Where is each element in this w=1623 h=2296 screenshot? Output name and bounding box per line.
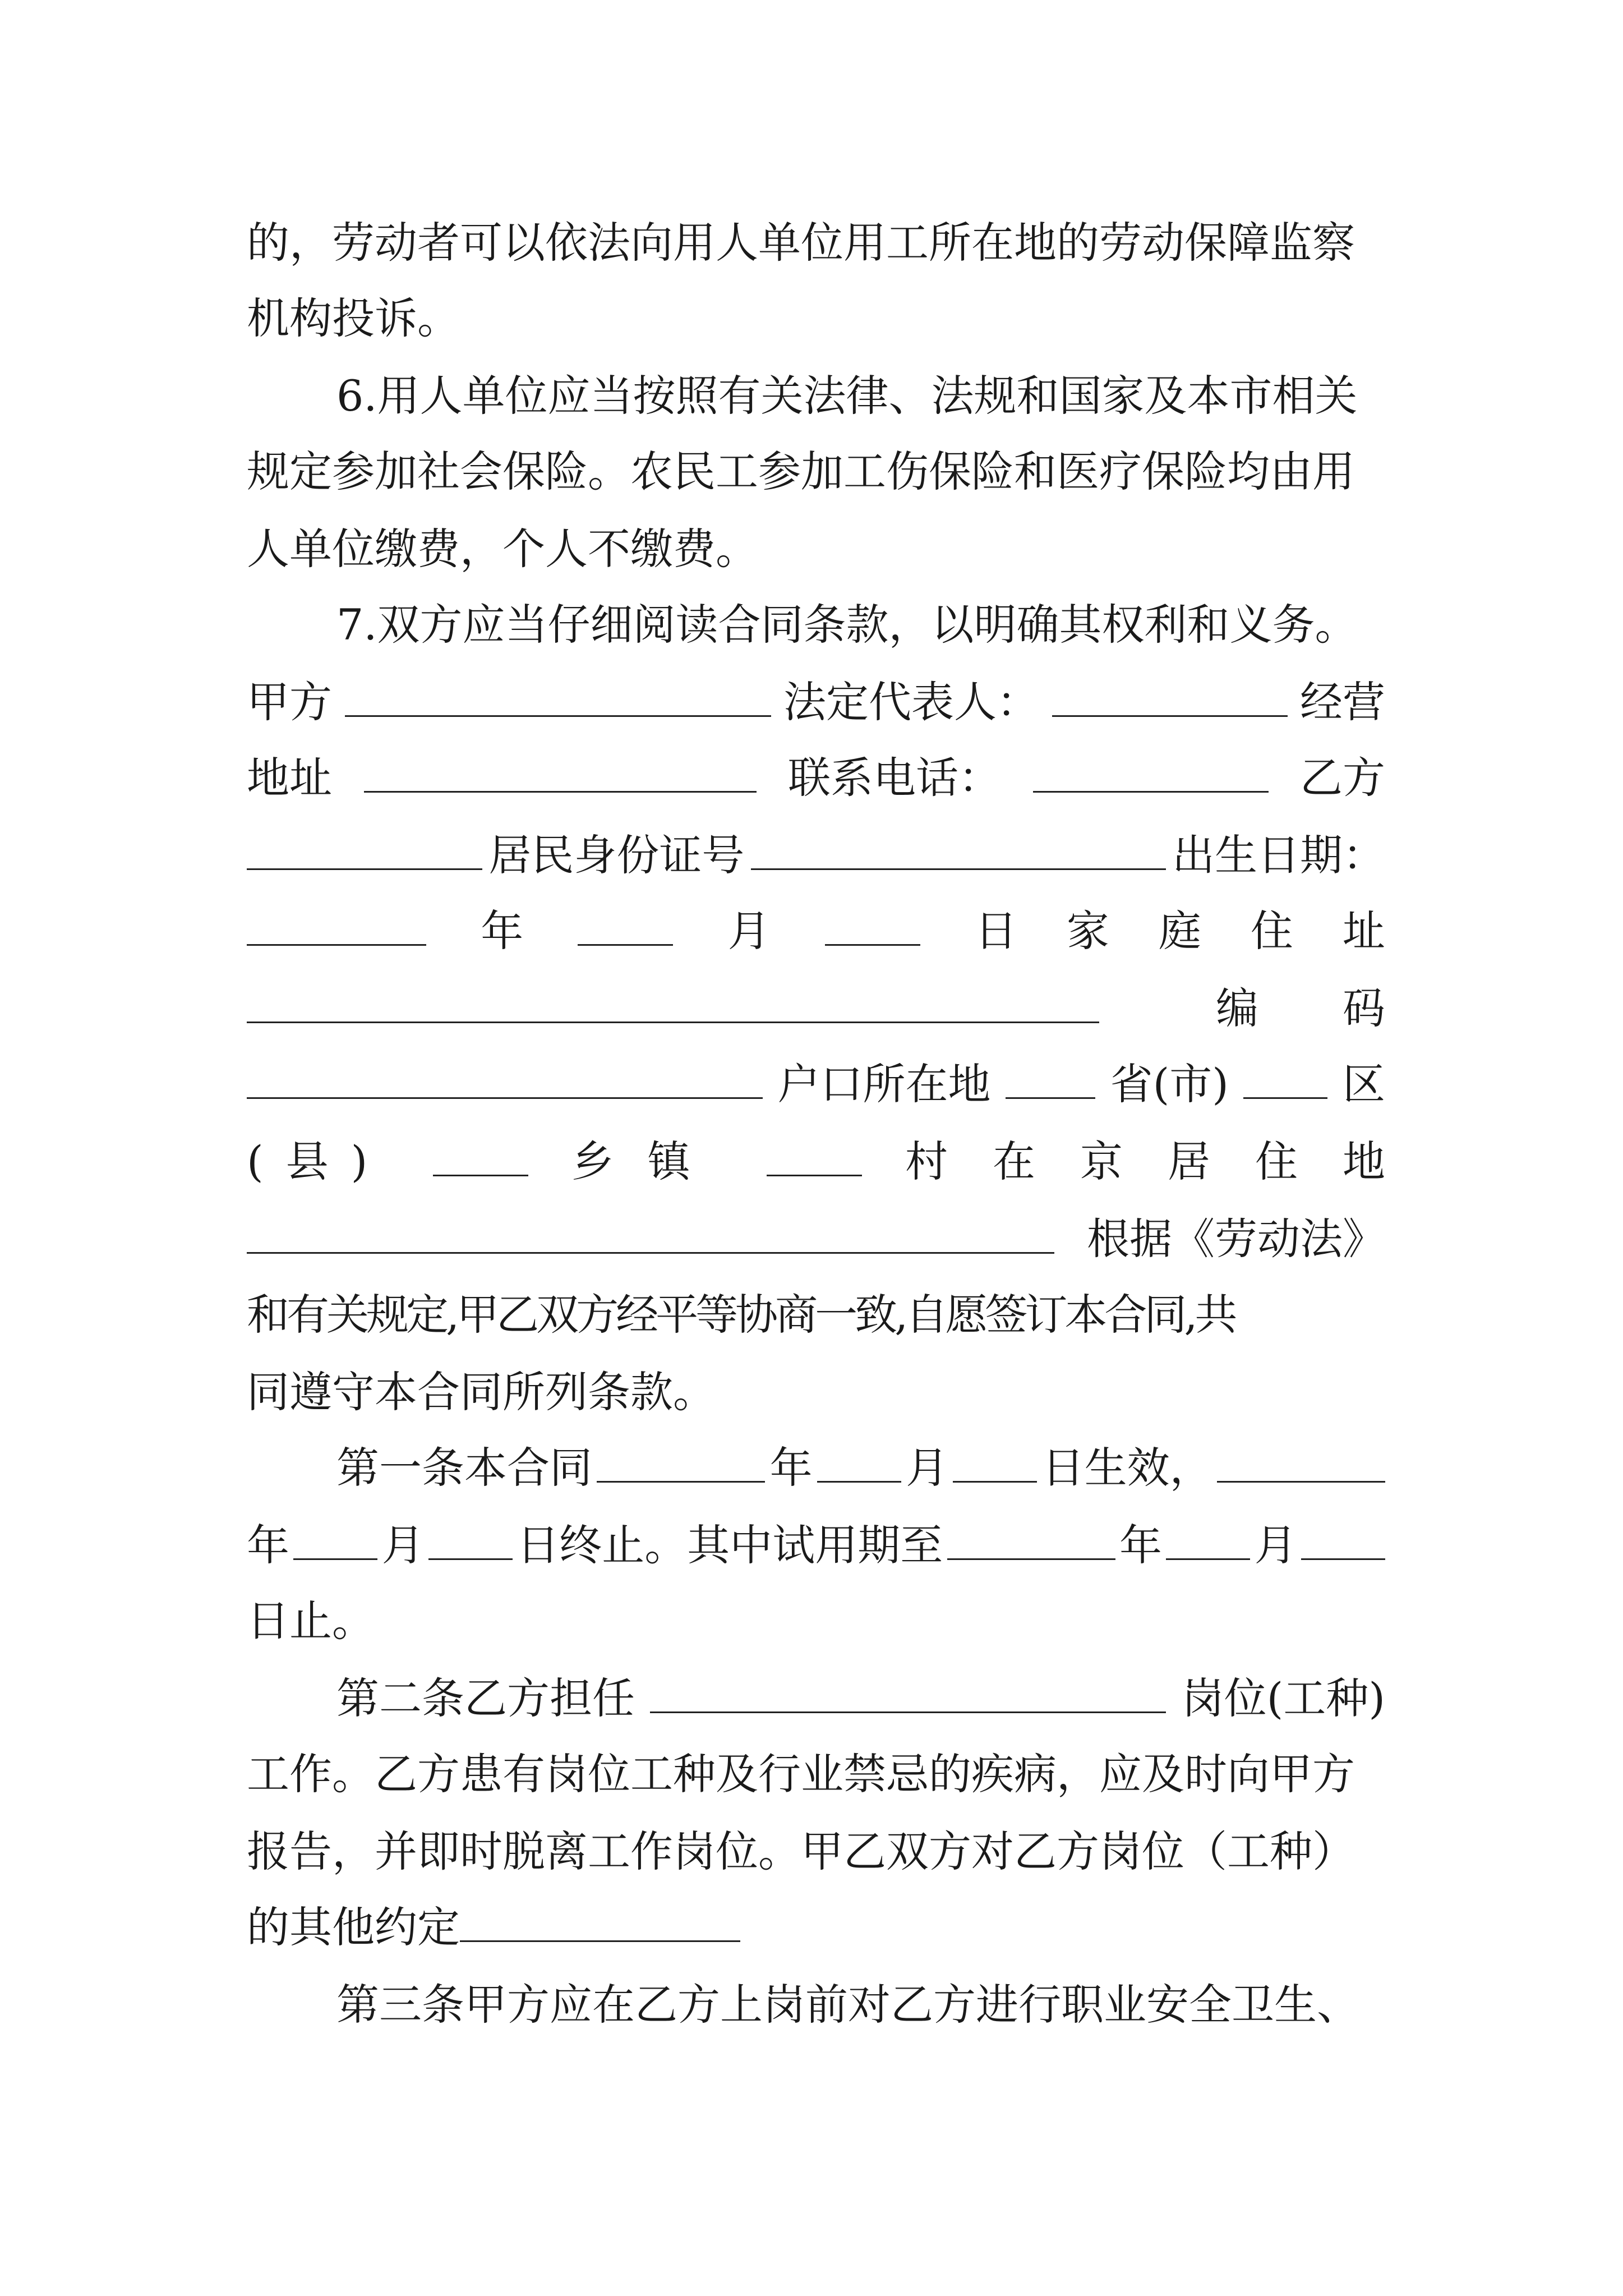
text-line (336, 1671, 1385, 1727)
text-segment: 日家庭住址 (974, 906, 1435, 956)
text-segment: 日止。 (247, 1596, 375, 1646)
blank-field[interactable] (1033, 756, 1269, 793)
text-line (247, 1211, 1385, 1267)
text-segment: 省(市) (1110, 1059, 1229, 1109)
text-line (336, 1977, 1385, 2033)
text-segment: 月 (1254, 1520, 1297, 1570)
text-line (247, 1364, 1385, 1420)
text-line (247, 521, 1385, 577)
text-line (247, 1746, 1385, 1802)
blank-field[interactable] (650, 1677, 1166, 1713)
text-segment: 机构投诉。 (247, 293, 460, 343)
text-segment: 第一条本合同 (336, 1443, 592, 1493)
text-line (247, 674, 1385, 730)
text-segment: 月 (727, 906, 771, 956)
blank-field[interactable] (751, 834, 1166, 870)
text-segment: 报告，并即时脱离工作岗位。甲乙双方对乙方岗位（工种） (247, 1826, 1355, 1876)
blank-field[interactable] (1006, 1062, 1095, 1099)
text-line (247, 1593, 1385, 1649)
text-line (247, 903, 1435, 959)
text-line (247, 1824, 1385, 1880)
text-line (247, 444, 1385, 500)
text-segment: 甲方 (247, 677, 332, 727)
blank-field[interactable] (247, 909, 426, 946)
text-segment: 的，劳动者可以依法向用人单位用工所在地的劳动保障监察 (247, 218, 1355, 268)
blank-field[interactable] (1217, 1446, 1385, 1483)
text-segment: 年 (247, 1520, 289, 1570)
text-segment: 月 (906, 1443, 949, 1493)
text-segment: 7.双方应当仔细阅读合同条款，以明确其权利和义务。 (336, 600, 1358, 650)
blank-field[interactable] (947, 1524, 1115, 1560)
text-segment: 区 (1342, 1059, 1385, 1109)
blank-field[interactable] (1052, 680, 1288, 717)
blank-field[interactable] (767, 1140, 862, 1176)
text-segment: 同遵守本合同所列条款。 (247, 1367, 716, 1417)
text-line (247, 827, 1385, 884)
blank-field[interactable] (345, 680, 771, 717)
text-line (247, 1517, 1385, 1573)
blank-field[interactable] (247, 834, 482, 870)
blank-field[interactable] (247, 1062, 763, 1099)
blank-field[interactable] (293, 1524, 377, 1560)
blank-field[interactable] (825, 909, 920, 946)
text-segment: 6.用人单位应当按照有关法律、法规和国家及本市相关 (336, 371, 1358, 421)
text-segment: 人单位缴费，个人不缴费。 (247, 524, 758, 574)
blank-field[interactable] (1243, 1062, 1327, 1099)
text-segment: 工作。乙方患有岗位工种及行业禁忌的疾病，应及时向甲方 (247, 1749, 1355, 1799)
text-line (247, 750, 1385, 806)
blank-field[interactable] (247, 987, 1099, 1023)
text-line (247, 981, 1469, 1037)
text-segment: 第二条乙方担任 (336, 1673, 635, 1723)
text-segment: 规定参加社会保险。农民工参加工伤保险和医疗保险均由用 (247, 447, 1355, 496)
blank-field[interactable] (428, 1524, 513, 1560)
text-line (336, 1440, 1385, 1496)
blank-field[interactable] (817, 1446, 901, 1483)
text-segment: 年 (1119, 1520, 1162, 1570)
text-segment: 第三条甲方应在乙方上岗前对乙方进行职业安全卫生、 (336, 1980, 1359, 2030)
blank-field[interactable] (460, 1906, 740, 1942)
text-line (247, 1134, 1430, 1190)
text-segment: 乡镇 (571, 1137, 724, 1186)
blank-field[interactable] (578, 909, 673, 946)
text-segment: 年 (481, 906, 524, 956)
text-segment: 根据《劳动法》 (1087, 1214, 1385, 1264)
text-segment: 编码 (1216, 983, 1469, 1033)
text-segment: 出生日期： (1172, 830, 1385, 880)
blank-field[interactable] (433, 1140, 528, 1176)
text-segment: 联系电话： (788, 753, 1001, 803)
text-segment: 村在京居住地 (905, 1137, 1430, 1186)
text-line (247, 1899, 1385, 1955)
text-line (247, 291, 1385, 347)
blank-field[interactable] (597, 1446, 765, 1483)
blank-field[interactable] (953, 1446, 1037, 1483)
text-line (247, 215, 1385, 271)
blank-field[interactable] (364, 756, 757, 793)
text-segment: 和有关规定,甲乙双方经平等协商一致,自愿签订本合同,共 (247, 1290, 1235, 1340)
text-segment: 法定代表人： (783, 677, 1039, 727)
text-segment: 经营 (1300, 677, 1385, 727)
blank-field[interactable] (247, 1217, 1054, 1254)
blank-field[interactable] (1166, 1524, 1250, 1560)
text-segment: 年 (769, 1443, 813, 1493)
text-line (247, 1056, 1385, 1112)
text-segment: 居民身份证号 (488, 830, 745, 880)
text-line (247, 1287, 1385, 1343)
blank-field[interactable] (1301, 1524, 1385, 1560)
text-segment: 户口所在地 (777, 1059, 991, 1109)
text-segment: 月 (381, 1520, 425, 1570)
text-line (336, 597, 1385, 653)
text-segment: 乙方 (1300, 753, 1385, 803)
text-line (336, 368, 1385, 424)
text-segment: 地址 (247, 753, 332, 803)
text-segment: 日生效， (1041, 1443, 1212, 1493)
text-segment: 岗位(工种) (1181, 1673, 1385, 1723)
text-segment: 日终止。其中试用期至 (517, 1520, 943, 1570)
text-segment: 的其他约定 (247, 1902, 460, 1952)
text-segment: (县) (247, 1137, 390, 1186)
